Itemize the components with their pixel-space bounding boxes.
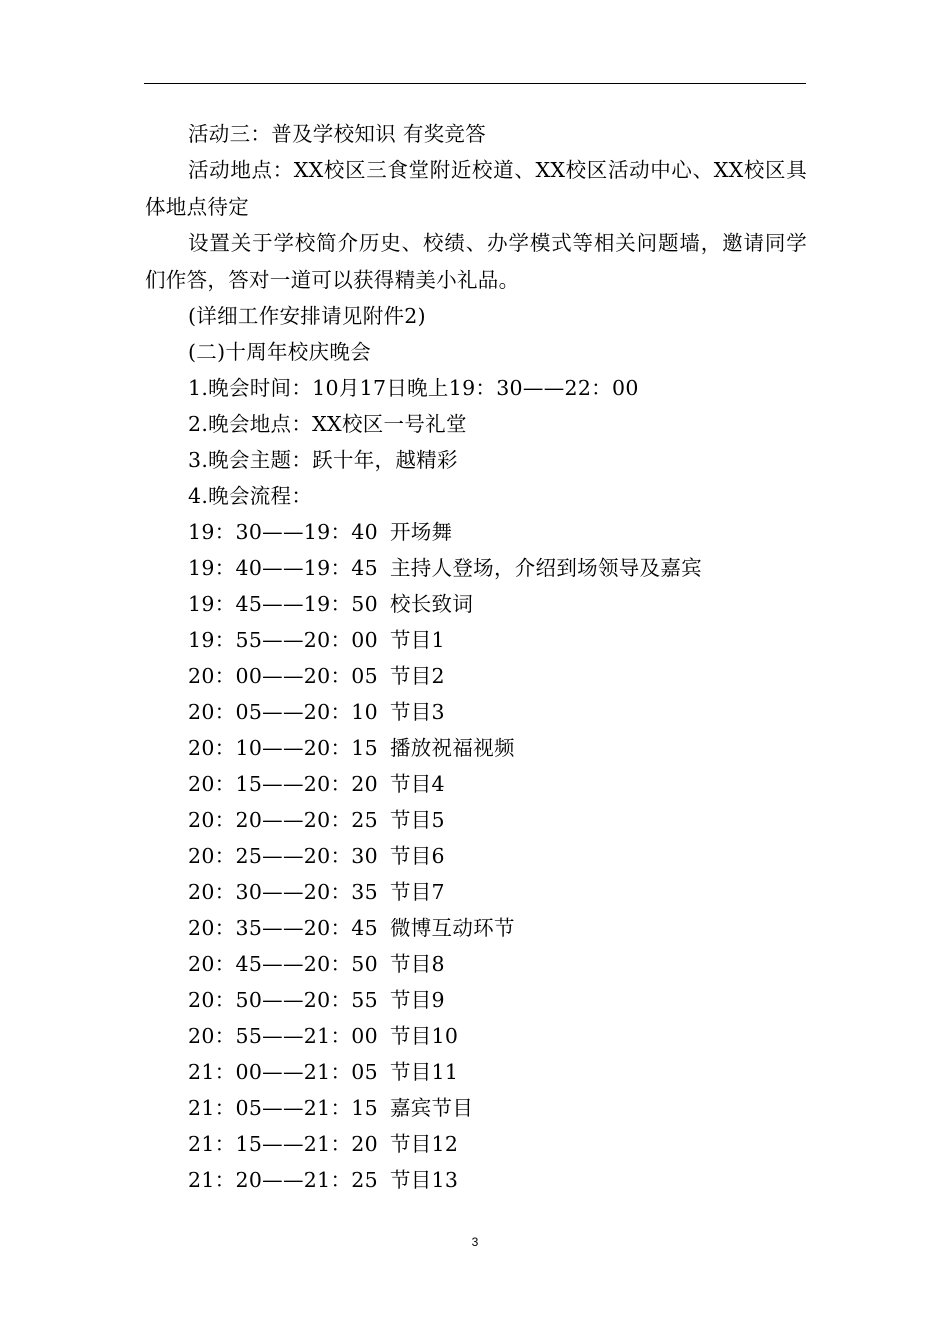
schedule-time: 20：05——20：10 [188,700,378,724]
schedule-row [145,1126,807,1162]
schedule-item: 节目12 [389,1132,459,1156]
schedule-item: 节目6 [389,844,445,868]
schedule-row [145,550,807,586]
schedule-time: 20：30——20：35 [188,880,378,904]
schedule-row [145,658,807,694]
schedule-item: 节目13 [389,1168,459,1192]
schedule-row [145,910,807,946]
schedule-time: 20：50——20：55 [188,988,378,1012]
schedule-row [145,766,807,802]
schedule-row [145,838,807,874]
gala-section-title: (二)十周年校庆晚会 [188,340,371,364]
schedule-item: 校长致词 [389,592,474,616]
activity-three-note: (详细工作安排请见附件2) [188,304,426,328]
schedule-time: 20：20——20：25 [188,808,378,832]
schedule-row [145,1162,807,1198]
schedule-time: 20：55——21：00 [188,1024,378,1048]
schedule-time: 20：45——20：50 [188,952,378,976]
schedule-row [145,514,807,550]
gala-flow-label: 4.晚会流程： [188,484,313,508]
schedule-row [145,982,807,1018]
schedule-item: 开场舞 [389,520,453,544]
schedule-row [145,730,807,766]
schedule-item: 节目5 [389,808,445,832]
schedule-row [145,1090,807,1126]
schedule-item: 节目8 [389,952,445,976]
schedule-item: 节目1 [389,628,445,652]
schedule-time: 21：00——21：05 [188,1060,378,1084]
schedule-item: 节目11 [389,1060,459,1084]
schedule-row [145,586,807,622]
schedule-row [145,946,807,982]
schedule-time: 21：15——21：20 [188,1132,378,1156]
schedule-time: 21：20——21：25 [188,1168,378,1192]
schedule-time: 21：05——21：15 [188,1096,378,1120]
schedule-row [145,622,807,658]
schedule-time: 20：15——20：20 [188,772,378,796]
schedule-time: 19：45——19：50 [188,592,378,616]
gala-time: 1.晚会时间：10月17日晚上19：30——22：00 [188,376,639,400]
gala-theme: 3.晚会主题：跃十年，越精彩 [188,448,458,472]
gala-place: 2.晚会地点：XX校区一号礼堂 [188,412,467,436]
header-rule [144,83,806,84]
schedule-time: 19：40——19：45 [188,556,378,580]
schedule-row [145,802,807,838]
schedule-item: 主持人登场，介绍到场领导及嘉宾 [389,556,702,580]
schedule-row [145,1054,807,1090]
schedule-item: 播放祝福视频 [389,736,515,760]
schedule-item: 节目4 [389,772,445,796]
schedule-time: 20：00——20：05 [188,664,378,688]
schedule-item: 节目2 [389,664,445,688]
schedule-item: 节目3 [389,700,445,724]
activity-three-location: 活动地点：XX校区三食堂附近校道、XX校区活动中心、XX校区具体地点待定 [145,158,807,219]
activity-three-title: 活动三：普及学校知识 有奖竞答 [188,122,487,146]
schedule-time: 20：35——20：45 [188,916,378,940]
schedule-row [145,1018,807,1054]
schedule-time: 19：30——19：40 [188,520,378,544]
activity-three-description: 设置关于学校简介历史、校绩、办学模式等相关问题墙，邀请同学们作答，答对一道可以获得精美小礼品。 [145,231,807,292]
schedule-row [145,694,807,730]
gala-schedule-list [145,514,807,1198]
schedule-item: 节目10 [389,1024,459,1048]
schedule-time: 19：55——20：00 [188,628,378,652]
document-body [145,116,807,1198]
schedule-item: 节目9 [389,988,445,1012]
schedule-time: 20：10——20：15 [188,736,378,760]
schedule-item: 嘉宾节目 [389,1096,474,1120]
schedule-item: 微博互动环节 [389,916,515,940]
schedule-time: 20：25——20：30 [188,844,378,868]
schedule-item: 节目7 [389,880,445,904]
page-number: 3 [471,1235,479,1249]
schedule-row [145,874,807,910]
